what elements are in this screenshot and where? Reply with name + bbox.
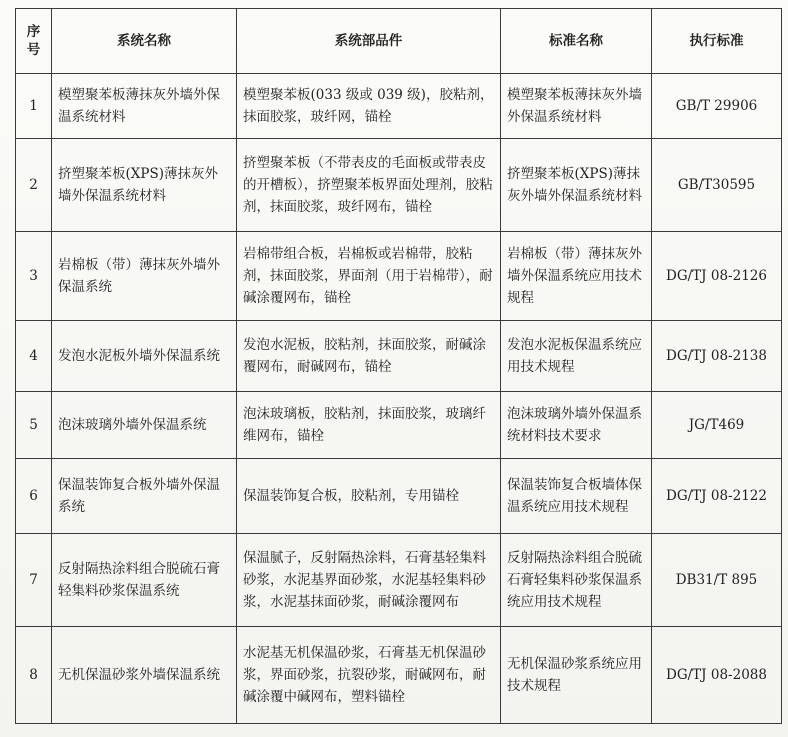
system-name-cell: 泡沫玻璃外墙外保温系统 <box>52 392 237 459</box>
components-cell: 水泥基无机保温砂浆，石膏基无机保温砂浆，界面砂浆，抗裂砂浆，耐碱网布，耐碱涂覆中碱网布，塑料锚栓 <box>237 627 501 724</box>
standard-code-cell: DG/TJ 08-2138 <box>652 321 782 392</box>
table-row <box>16 74 782 139</box>
standard-code-cell: GB/T 29906 <box>652 74 782 139</box>
system-name-cell: 发泡水泥板外墙外保温系统 <box>52 321 237 392</box>
standard-name-cell: 泡沫玻璃外墙外保温系统材料技术要求 <box>501 392 652 459</box>
standard-code-cell: JG/T469 <box>652 392 782 459</box>
system-name-cell: 无机保温砂浆外墙保温系统 <box>52 627 237 724</box>
components-cell: 保温装饰复合板，胶粘剂，专用锚栓 <box>237 459 501 534</box>
components-cell: 发泡水泥板，胶粘剂，抹面胶浆，耐碱涂覆网布，耐碱网布，锚栓 <box>237 321 501 392</box>
row-index: 3 <box>16 232 52 321</box>
row-index: 5 <box>16 392 52 459</box>
system-name-cell: 模塑聚苯板薄抹灰外墙外保温系统材料 <box>52 74 237 139</box>
standard-code-cell: DG/TJ 08-2122 <box>652 459 782 534</box>
header-components: 系统部品件 <box>237 9 501 74</box>
standard-code-cell: DG/TJ 08-2088 <box>652 627 782 724</box>
row-index: 1 <box>16 74 52 139</box>
header-standard-code: 执行标准 <box>652 9 782 74</box>
standard-code-cell: DB31/T 895 <box>652 534 782 627</box>
standard-name-cell: 发泡水泥板保温系统应用技术规程 <box>501 321 652 392</box>
table-row <box>16 392 782 459</box>
components-cell: 挤塑聚苯板（不带表皮的毛面板或带表皮的开槽板），挤塑聚苯板界面处理剂，胶粘剂，抹面胶浆，玻纤网布，锚栓 <box>237 139 501 232</box>
row-index: 2 <box>16 139 52 232</box>
standard-name-cell: 反射隔热涂料组合脱硫石膏轻集料砂浆保温系统应用技术规程 <box>501 534 652 627</box>
row-index: 6 <box>16 459 52 534</box>
row-index: 4 <box>16 321 52 392</box>
table-row <box>16 459 782 534</box>
table-row <box>16 321 782 392</box>
standard-name-cell: 无机保温砂浆系统应用技术规程 <box>501 627 652 724</box>
components-cell: 泡沫玻璃板，胶粘剂，抹面胶浆，玻璃纤维网布，锚栓 <box>237 392 501 459</box>
standard-code-cell: GB/T30595 <box>652 139 782 232</box>
header-standard-name: 标准名称 <box>501 9 652 74</box>
system-name-cell: 反射隔热涂料组合脱硫石膏轻集料砂浆保温系统 <box>52 534 237 627</box>
standard-name-cell: 模塑聚苯板薄抹灰外墙外保温系统材料 <box>501 74 652 139</box>
standard-name-cell: 挤塑聚苯板(XPS)薄抹灰外墙外保温系统材料 <box>501 139 652 232</box>
system-name-cell: 保温装饰复合板外墙外保温系统 <box>52 459 237 534</box>
table-row <box>16 627 782 724</box>
components-cell: 保温腻子，反射隔热涂料，石膏基轻集料砂浆，水泥基界面砂浆，水泥基轻集料砂浆，水泥基抹面砂浆，耐碱涂覆网布 <box>237 534 501 627</box>
table-row <box>16 534 782 627</box>
system-name-cell: 岩棉板（带）薄抹灰外墙外保温系统 <box>52 232 237 321</box>
standards-table <box>15 8 782 724</box>
system-name-cell: 挤塑聚苯板(XPS)薄抹灰外墙外保温系统材料 <box>52 139 237 232</box>
header-system-name: 系统名称 <box>52 9 237 74</box>
header-index: 序号 <box>16 9 52 74</box>
components-cell: 模塑聚苯板(033 级或 039 级)，胶粘剂，抹面胶浆，玻纤网，锚栓 <box>237 74 501 139</box>
standard-name-cell: 岩棉板（带）薄抹灰外墙外保温系统应用技术规程 <box>501 232 652 321</box>
table-row <box>16 139 782 232</box>
standard-code-cell: DG/TJ 08-2126 <box>652 232 782 321</box>
table-row <box>16 232 782 321</box>
row-index: 8 <box>16 627 52 724</box>
row-index: 7 <box>16 534 52 627</box>
standard-name-cell: 保温装饰复合板墙体保温系统应用技术规程 <box>501 459 652 534</box>
components-cell: 岩棉带组合板，岩棉板或岩棉带，胶粘剂，抹面胶浆，界面剂（用于岩棉带），耐碱涂覆网布，锚栓 <box>237 232 501 321</box>
table-header-row <box>16 9 782 74</box>
